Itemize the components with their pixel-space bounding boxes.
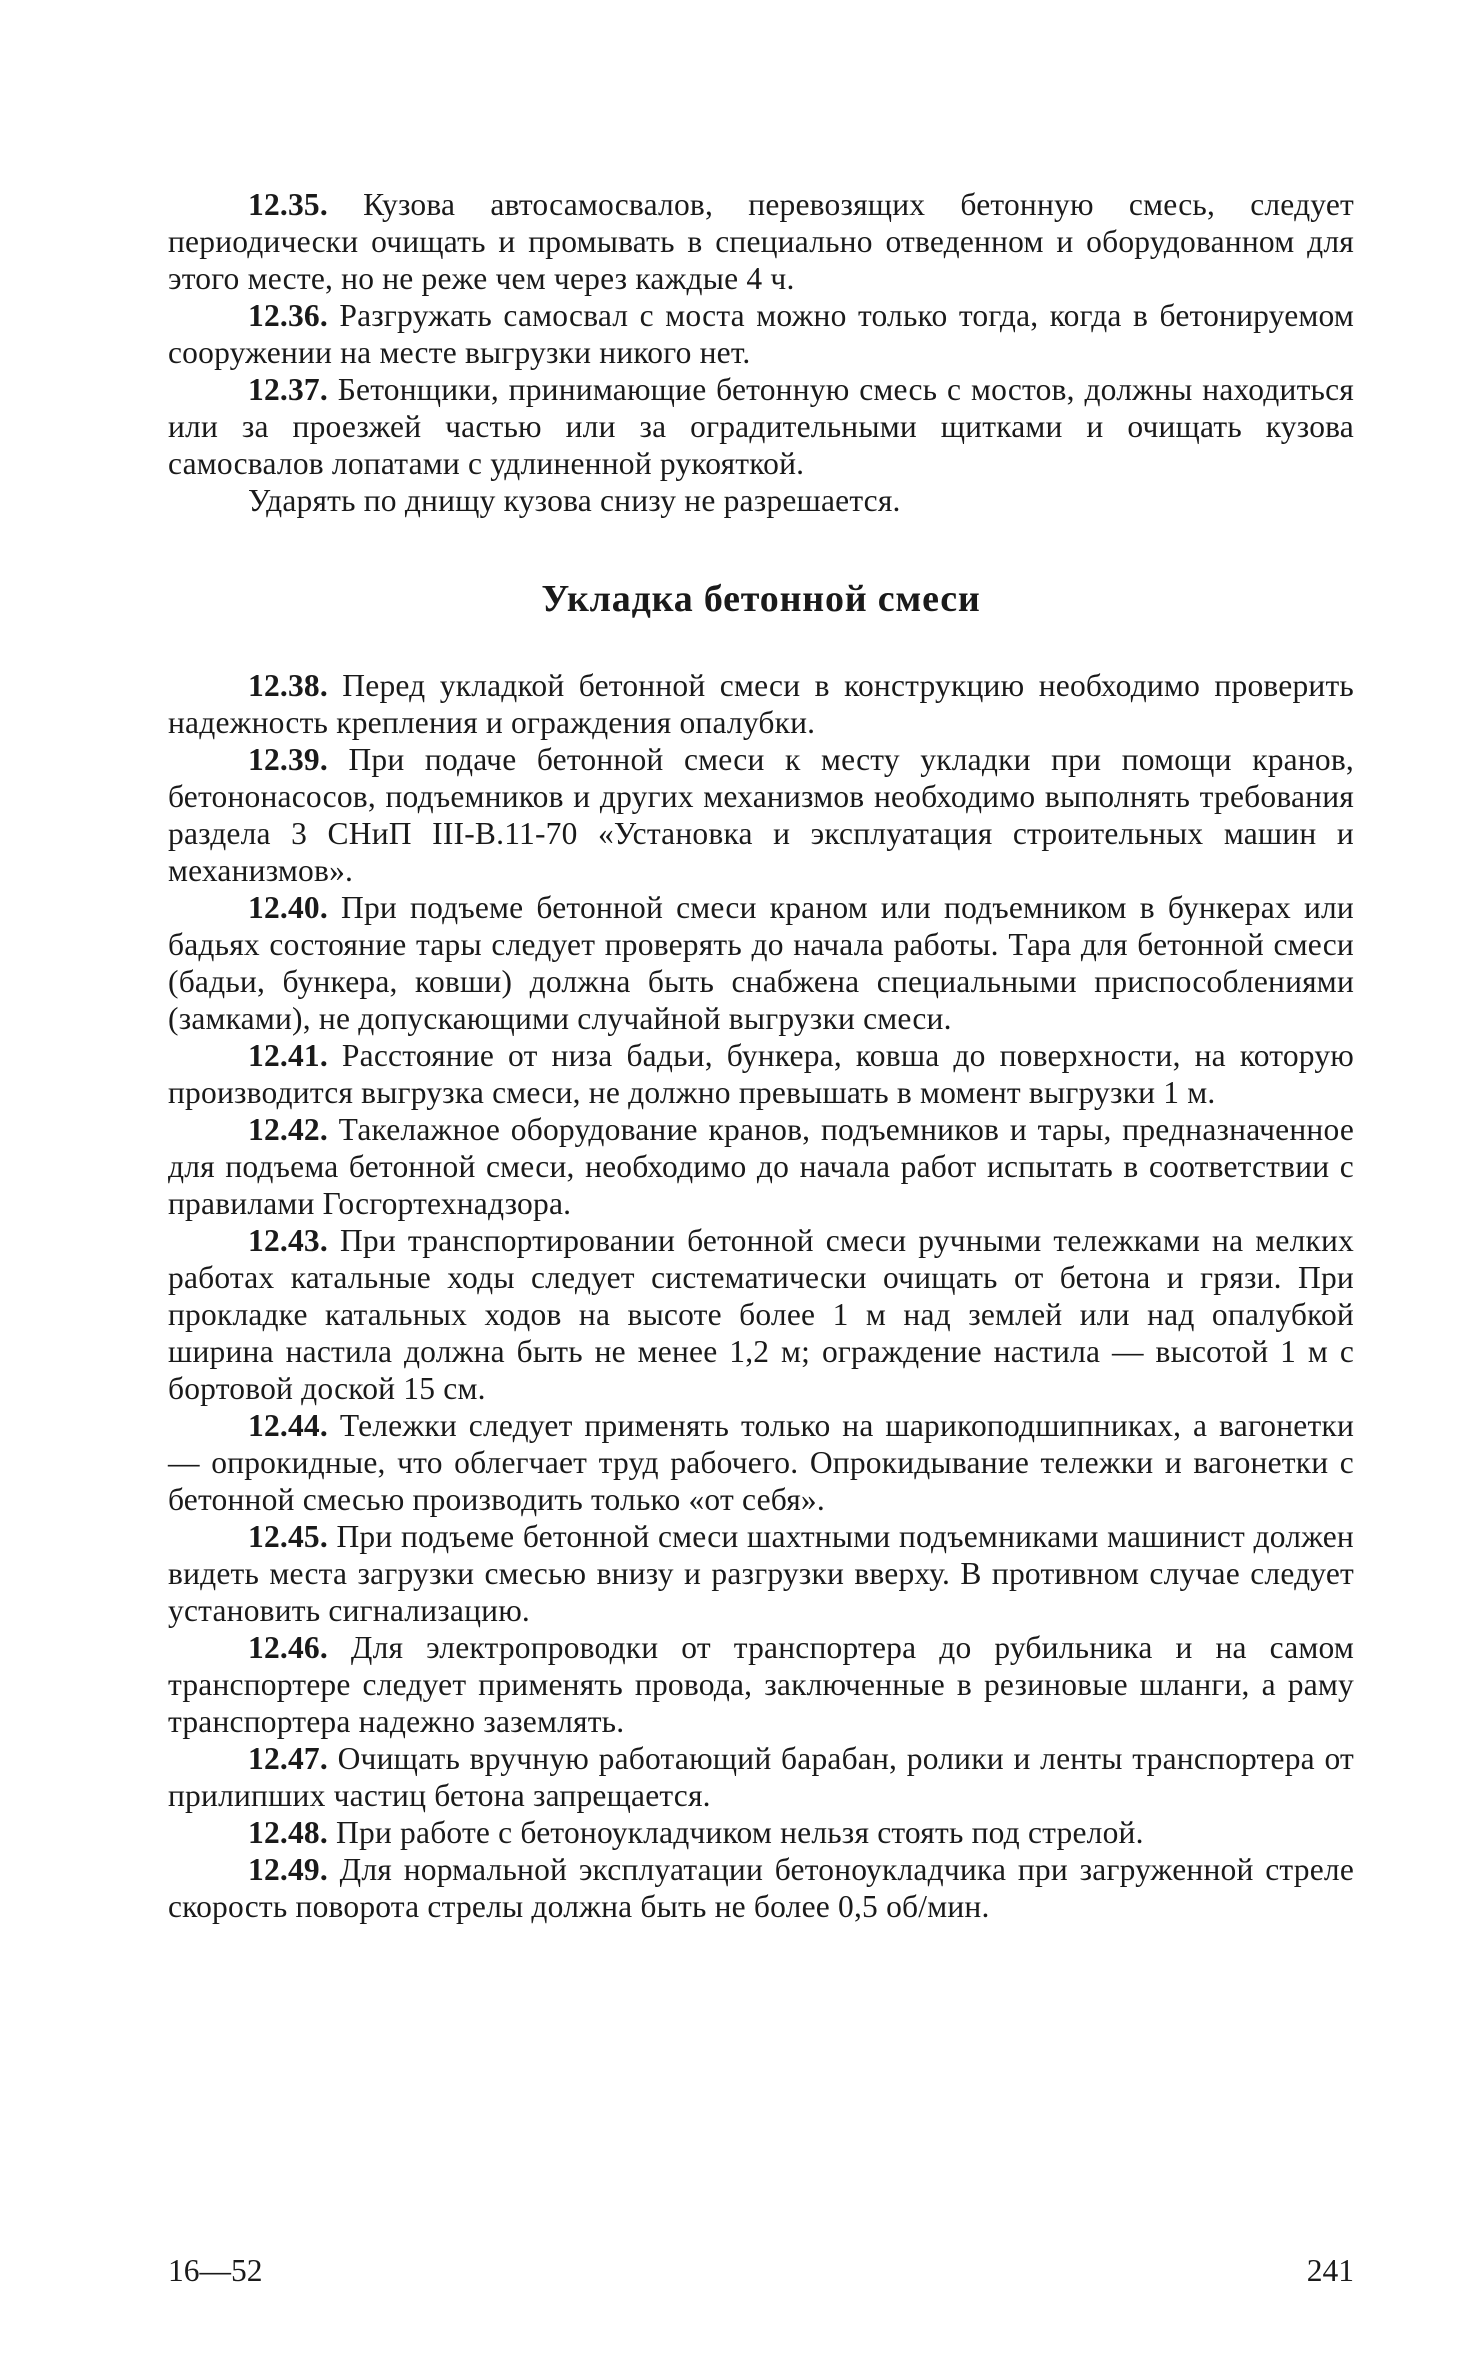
clause-number: 12.44. xyxy=(248,1408,328,1443)
clause-number: 12.42. xyxy=(248,1112,328,1147)
clause-paragraph xyxy=(168,1037,1354,1111)
clause-text: При подаче бетонной смеси к месту укладки при помощи кранов, бетононасосов, подъемников и других механизмов необходимо выполнять требования раздела 3 СНиП III-В.11-70 «Установка и эксплуатация строительных машин и механизмов». xyxy=(168,742,1354,888)
clause-text: Расстояние от низа бадьи, бункера, ковша до поверхности, на которую производится выгрузка смеси, не должно превышать в момент выгрузки 1 м. xyxy=(168,1038,1354,1110)
clause-paragraph xyxy=(168,1222,1354,1407)
clause-number: 12.48. xyxy=(248,1815,328,1850)
clause-paragraph xyxy=(168,186,1354,297)
clause-text: Кузова автосамосвалов, перевозящих бетонную смесь, следует периодически очищать и промывать в специально отведенном и оборудованном для этого месте, но не реже чем через каждые 4 ч. xyxy=(168,187,1354,296)
clause-text: Для электропроводки от транспортера до рубильника и на самом транспортере следует применять провода, заключенные в резиновые шланги, а раму транспортера надежно заземлять. xyxy=(168,1630,1354,1739)
clause-paragraph xyxy=(168,371,1354,482)
clause-number: 12.40. xyxy=(248,890,328,925)
page-footer xyxy=(168,2253,1354,2293)
clause-text: При подъеме бетонной смеси краном или подъемником в бункерах или бадьях состояние тары следует проверять до начала работы. Тара для бетонной смеси (бадьи, бункера, ковши) должна быть снабжена специальными приспособлениями (замками), не допускающими случайной выгрузки смеси. xyxy=(168,890,1354,1036)
clause-paragraph xyxy=(168,741,1354,889)
clause-text: Перед укладкой бетонной смеси в конструкцию необходимо проверить надежность крепления и ограждения опалубки. xyxy=(168,668,1354,740)
clause-text: Тележки следует применять только на шарикоподшипниках, а вагонетки — опрокидные, что облегчает труд рабочего. Опрокидывание тележки и вагонетки с бетонной смесью производить только «от себя». xyxy=(168,1408,1354,1517)
clause-paragraph xyxy=(168,1407,1354,1518)
page-number: 241 xyxy=(1306,2253,1354,2288)
clause-paragraph xyxy=(168,1740,1354,1814)
clause-number: 12.46. xyxy=(248,1630,328,1665)
paragraphs-after-heading xyxy=(168,667,1354,1925)
clause-number: 12.47. xyxy=(248,1741,328,1776)
clause-paragraph xyxy=(168,1814,1354,1851)
clause-text: Бетонщики, принимающие бетонную смесь с мостов, должны находиться или за проезжей частью или за оградительными щитками и очищать кузова самосвалов лопатами с удлиненной рукояткой. xyxy=(168,372,1354,481)
clause-text: При работе с бетоноукладчиком нельзя стоять под стрелой. xyxy=(327,1815,1144,1850)
paragraphs-before-heading xyxy=(168,186,1354,519)
clause-number: 12.45. xyxy=(248,1519,328,1554)
clause-number: 12.41. xyxy=(248,1038,328,1073)
page-content xyxy=(168,186,1354,1925)
clause-text: При подъеме бетонной смеси шахтными подъемниками машинист должен видеть места загрузки смесью внизу и разгрузки вверху. В противном случае следует установить сигнализацию. xyxy=(168,1519,1354,1628)
clause-paragraph xyxy=(168,482,1354,519)
clause-text: При транспортировании бетонной смеси ручными тележками на мелких работах катальные ходы следует систематически очищать от бетона и грязи. При прокладке катальных ходов на высоте более 1 м над землей или над опалубкой ширина настила должна быть не менее 1,2 м; ограждение настила — высотой 1 м с бортовой доской 15 см. xyxy=(168,1223,1354,1406)
clause-paragraph xyxy=(168,297,1354,371)
clause-text: Такелажное оборудование кранов, подъемников и тары, предназначенное для подъема бетонной смеси, необходимо до начала работ испытать в соответствии с правилами Госгортехнадзора. xyxy=(168,1112,1354,1221)
clause-number: 12.37. xyxy=(248,372,328,407)
section-heading: Укладка бетонной смеси xyxy=(541,578,981,620)
clause-number: 12.49. xyxy=(248,1852,328,1887)
clause-text: Разгружать самосвал с моста можно только тогда, когда в бетонируемом сооружении на месте выгрузки никого нет. xyxy=(168,298,1354,370)
clause-paragraph xyxy=(168,1111,1354,1222)
clause-number: 12.36. xyxy=(248,298,328,333)
clause-text: Очищать вручную работающий барабан, ролики и ленты транспортера от прилипших частиц бетона запрещается. xyxy=(168,1741,1354,1813)
clause-number: 12.35. xyxy=(248,187,328,222)
clause-paragraph xyxy=(168,1629,1354,1740)
clause-number: 12.39. xyxy=(248,742,328,777)
clause-paragraph xyxy=(168,667,1354,741)
clause-paragraph xyxy=(168,1518,1354,1629)
clause-paragraph xyxy=(168,889,1354,1037)
clause-number: 12.38. xyxy=(248,668,328,703)
clause-paragraph xyxy=(168,1851,1354,1925)
clause-text: Для нормальной эксплуатации бетоноукладчика при загруженной стреле скорость поворота стрелы должна быть не более 0,5 об/мин. xyxy=(168,1852,1354,1924)
printer-signature: 16—52 xyxy=(168,2253,263,2288)
clause-number: 12.43. xyxy=(248,1223,328,1258)
clause-text: Ударять по днищу кузова снизу не разрешается. xyxy=(248,483,901,518)
